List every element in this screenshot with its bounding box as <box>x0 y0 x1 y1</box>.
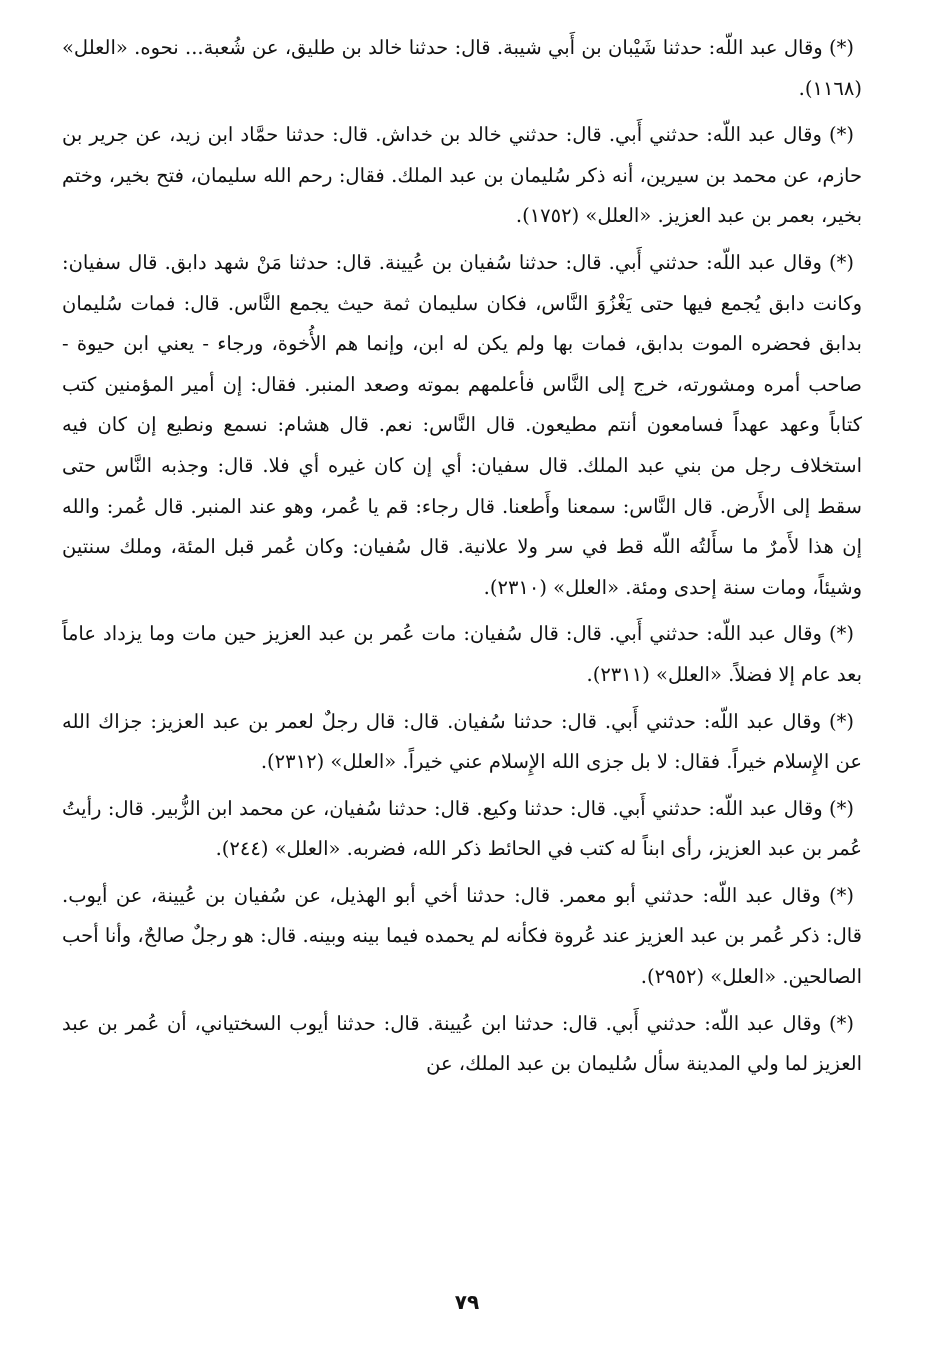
paragraph-2: (*) وقال عبد اللّه: حدثني أَبي. قال: حدثني خالد بن خداش. قال: حدثنا حمَّاد ابن زيد، عن جرير بن حازم، عن محمد بن سيرين، أنه ذكر سُليمان بن عبد الملك. فقال: رحم الله سليمان، فتح بخير، وختم بخير، بعمر بن عبد العزيز. «العلل» (١٧٥٢). <box>62 123 862 228</box>
paragraph-6: (*) وقال عبد اللّه: حدثني أَبي. قال: حدثنا وكيع. قال: حدثنا سُفيان، عن محمد ابن الزُّبير. قال: رأيتُ عُمر بن عبد العزيز، رأى ابناً له كتب في الحائط ذكر الله، فضربه. «العلل» (٢٤٤). <box>62 796 862 861</box>
paragraph-5: (*) وقال عبد اللّه: حدثني أَبي. قال: حدثنا سُفيان. قال: قال رجلٌ لعمر بن عبد العزيز: جزاك الله عن الإِسلام خيراً. فقال: لا بل جزى الله الإِسلام عني خيراً. «العلل» (٢٣١٢). <box>62 709 862 774</box>
page-number: ٧٩ <box>454 1290 480 1314</box>
page-body-text <box>62 28 862 1085</box>
paragraph-7: (*) وقال عبد اللّه: حدثني أبو معمر. قال: حدثنا أخي أبو الهذيل، عن سُفيان بن عُيينة، عن أيوب. قال: ذكر عُمر بن عبد العزيز عند عُروة فكأنه لم يحمده فيما بينه وبينه. قال: هو رجلٌ صالحٌ، وأنا أحب الصالحين. «العلل» (٢٩٥٢). <box>62 883 862 989</box>
paragraph-3: (*) وقال عبد اللّه: حدثني أَبي. قال: حدثنا سُفيان بن عُيينة. قال: حدثنا مَنْ شهد دابق. قال سفيان: وكانت دابق يُجمع فيها حتى يَغْزُوَ النَّاس، فكان سليمان ثمة حيث يجمع النَّاس. قال: فمات سُليمان بدابق فحضره الموت بدابق، فمات بها ولم يكن له ابن، وإنما هم الأُخوة، ورجاء - يعني ابن حيوة - صاحب أمره ومشورته، خرج إلى النَّاس فأعلمهم بموته وصعد المنبر. فقال: إن أمير المؤمنين كتب كتاباً وعهد عهداً فسامعون أنتم مطيعون. قال النَّاس: نعم. قال هشام: نسمع ونطيع إن كان فيه استخلاف رجل من بني عبد الملك. قال سفيان: أي إن كان غيره أي فلا. قال: وجذبه النَّاس حتى سقط إلى الأَرض. قال النَّاس: سمعنا وأَطعنا. قال رجاء: قم يا عُمر، وهو عند المنبر. قال عُمر: والله إن هذا لأَمرٌ ما سأَلتُه اللّه قط في سر ولا علانية. قال سُفيان: وكان عُمر قبل المئة، وملك سنتين وشيئاً، ومات سنة إحدى ومئة. «العلل» (٢٣١٠). <box>62 250 862 599</box>
paragraph-1: (*) وقال عبد اللّه: حدثنا شَيْبان بن أَبي شيبة. قال: حدثنا خالد بن طليق، عن شُعبة... نحوه. «العلل» (١١٦٨). <box>62 36 862 100</box>
paragraph-4: (*) وقال عبد اللّه: حدثني أَبي. قال: قال سُفيان: مات عُمر بن عبد العزيز حين مات وما يزداد عاماً بعد عام إلا فضلاً. «العلل» (٢٣١١). <box>62 622 862 686</box>
paragraph-8: (*) وقال عبد اللّه: حدثني أَبي. قال: حدثنا ابن عُيينة. قال: حدثنا أيوب السختياني، أن عُمر بن عبد العزيز لما ولي المدينة سأل سُليمان بن عبد الملك، عن <box>62 1011 862 1076</box>
